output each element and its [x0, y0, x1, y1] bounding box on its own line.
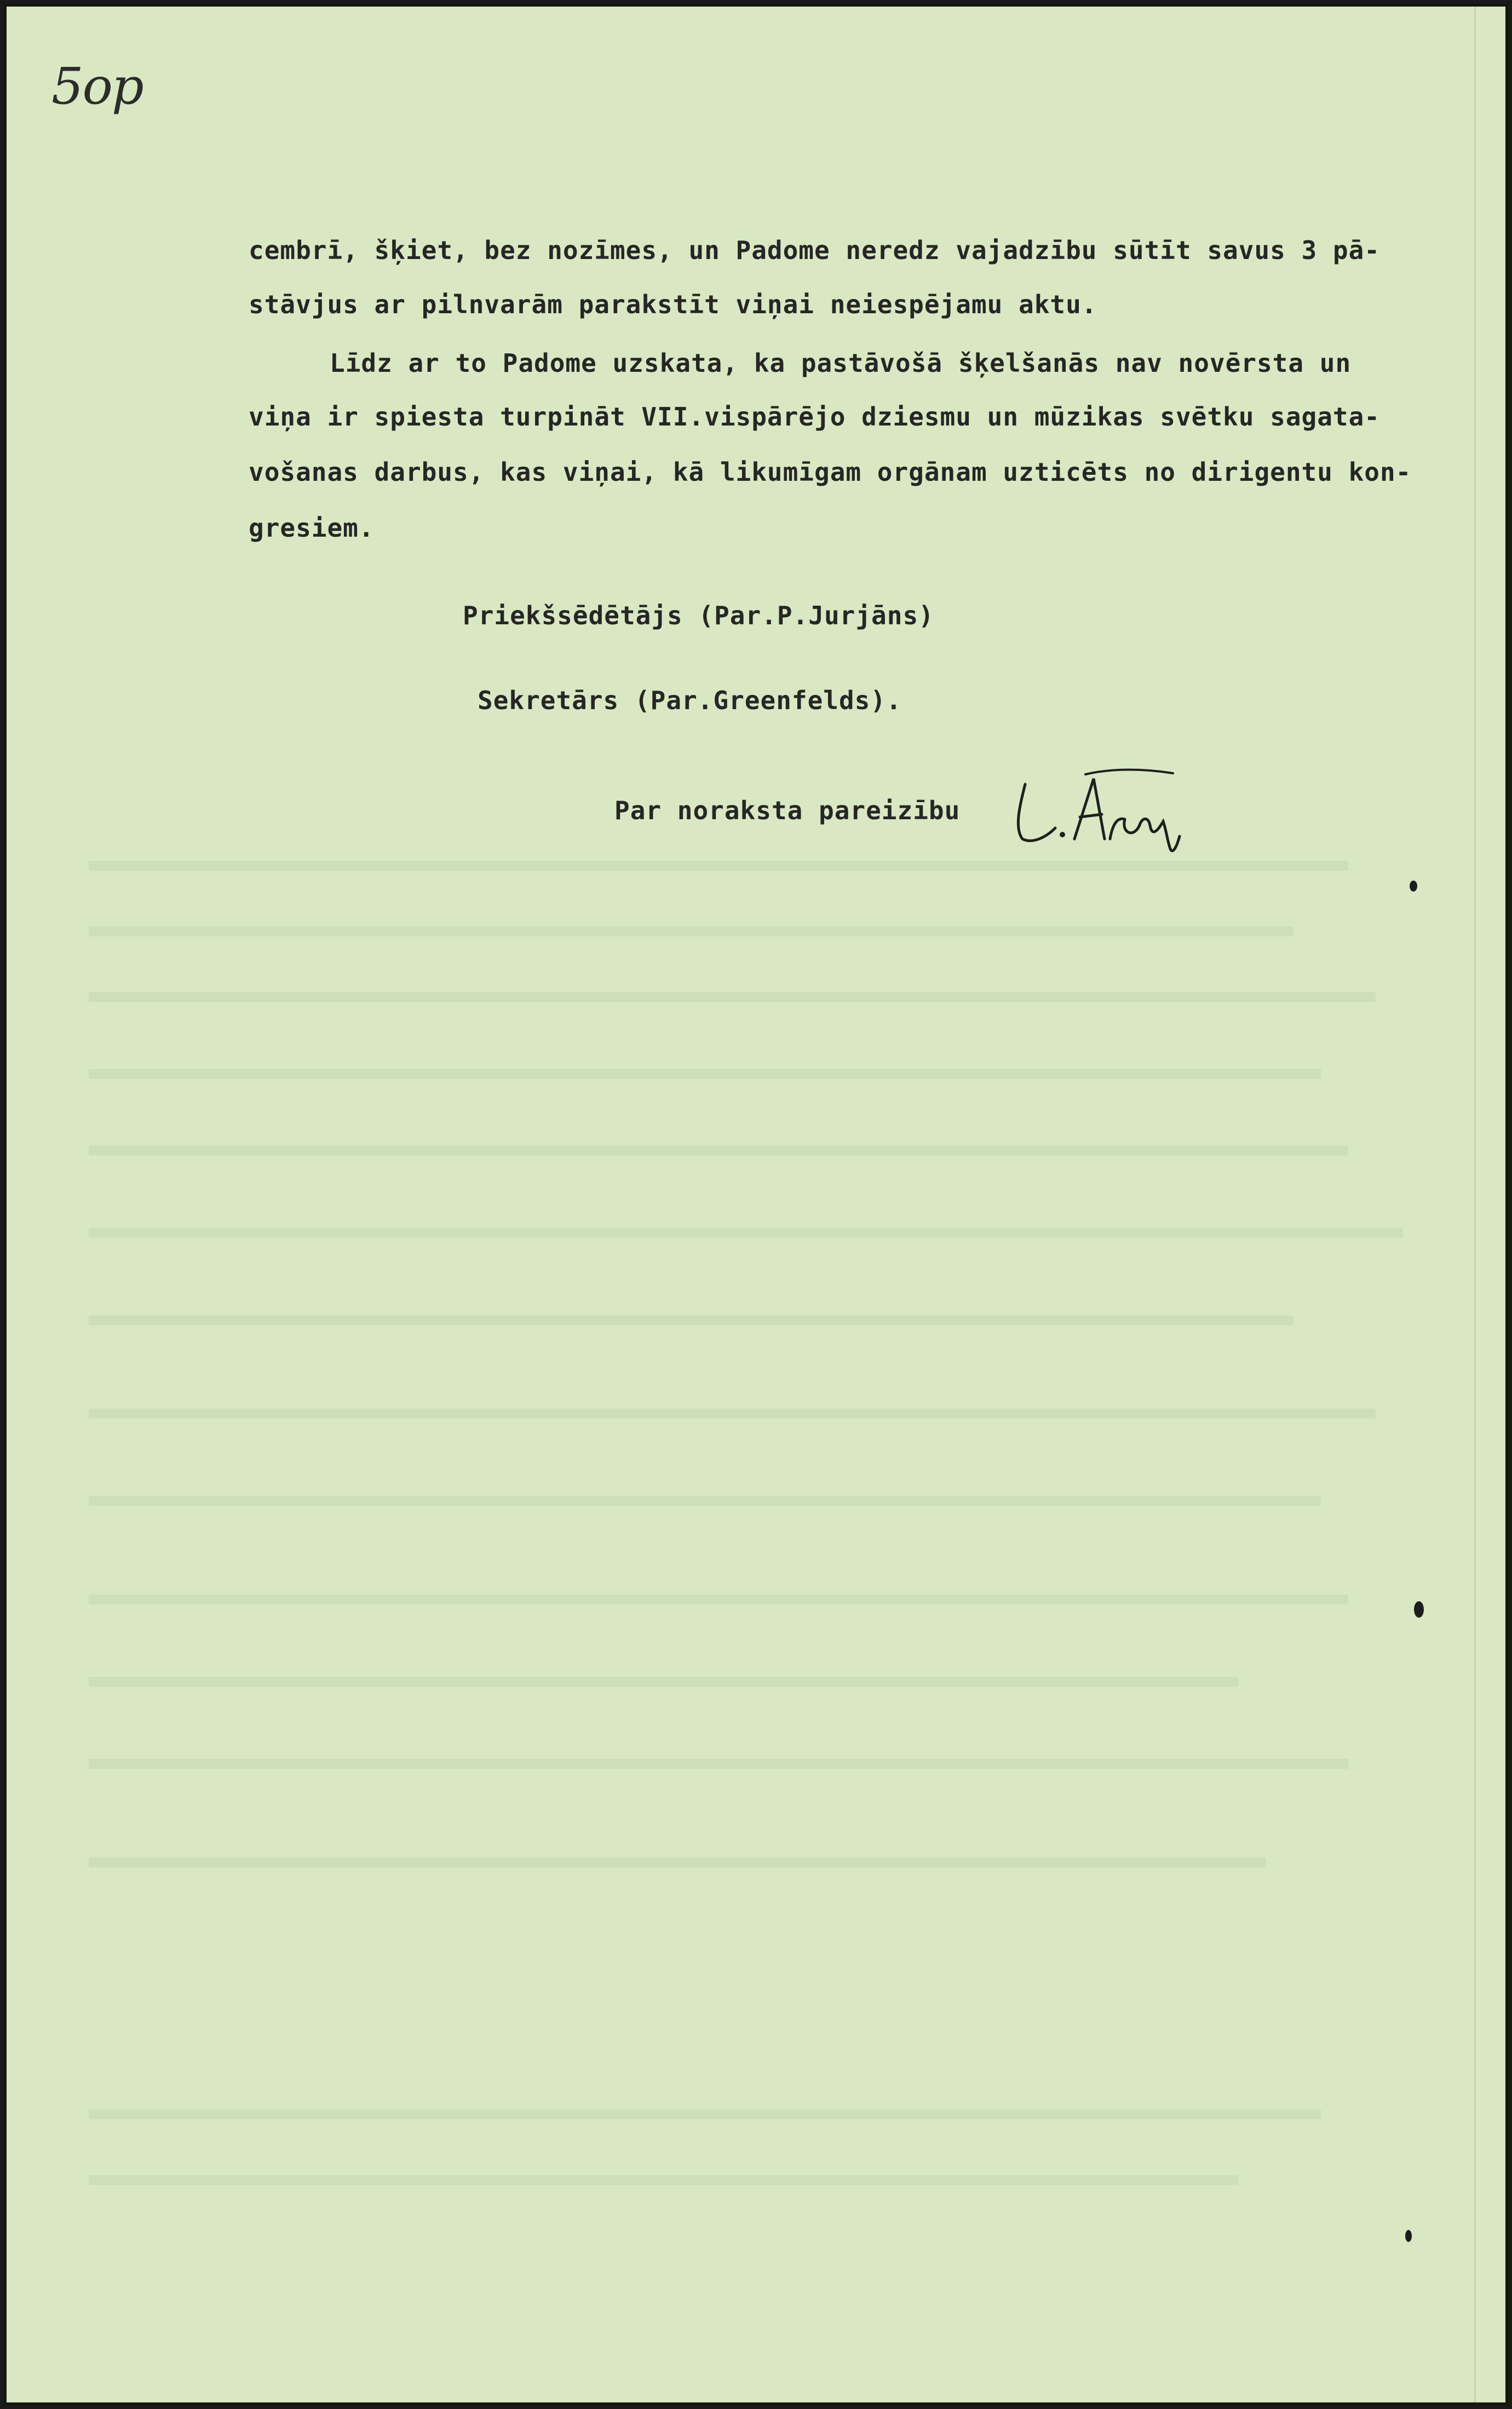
- bleed-through: [89, 1677, 1239, 1687]
- bleed-through: [89, 861, 1348, 871]
- body-line: viņa ir spiesta turpināt VII.vispārējo dziesmu un mūzikas svētku sagata-: [249, 402, 1380, 432]
- body-line: Līdz ar to Padome uzskata, ka pastāvošā šķelšanās nav novērsta un: [330, 348, 1352, 378]
- body-line: stāvjus ar pilnvarām parakstīt viņai neiespējamu aktu.: [249, 290, 1097, 319]
- bleed-through: [89, 1595, 1348, 1605]
- ink-mark: [1414, 1601, 1424, 1618]
- secretary-line: Sekretārs (Par.Greenfelds).: [478, 686, 902, 715]
- bleed-through: [89, 1069, 1321, 1079]
- body-line: gresiem.: [249, 513, 375, 543]
- bleed-through: [89, 1146, 1348, 1155]
- body-line: cembrī, šķiet, bez nozīmes, un Padome neredz vajadzību sūtīt savus 3 pā-: [249, 235, 1380, 265]
- bleed-through: [89, 927, 1293, 936]
- bleed-through: [89, 1496, 1321, 1506]
- certification-line: Par noraksta pareizību: [614, 796, 961, 825]
- bleed-through: [89, 1408, 1376, 1418]
- bleed-through: [89, 992, 1376, 1002]
- ink-mark: [1405, 2230, 1412, 2242]
- page-fold-line: [1474, 7, 1476, 2402]
- bleed-through: [89, 1858, 1266, 1867]
- bleed-through: [89, 2175, 1239, 2185]
- ink-mark: [1410, 881, 1417, 892]
- body-line: vošanas darbus, kas viņai, kā likumīgam orgānam uzticēts no dirigentu kon-: [249, 457, 1412, 487]
- page-number-note: 5op: [51, 57, 143, 116]
- handwritten-signature: [1003, 762, 1184, 855]
- chairman-line: Priekšsēdētājs (Par.P.Jurjāns): [463, 601, 934, 630]
- document-page: [3, 3, 1509, 2406]
- bleed-through: [89, 1759, 1348, 1769]
- bleed-through: [89, 1315, 1293, 1325]
- bleed-through: [89, 1228, 1403, 1238]
- bleed-through: [89, 2109, 1321, 2119]
